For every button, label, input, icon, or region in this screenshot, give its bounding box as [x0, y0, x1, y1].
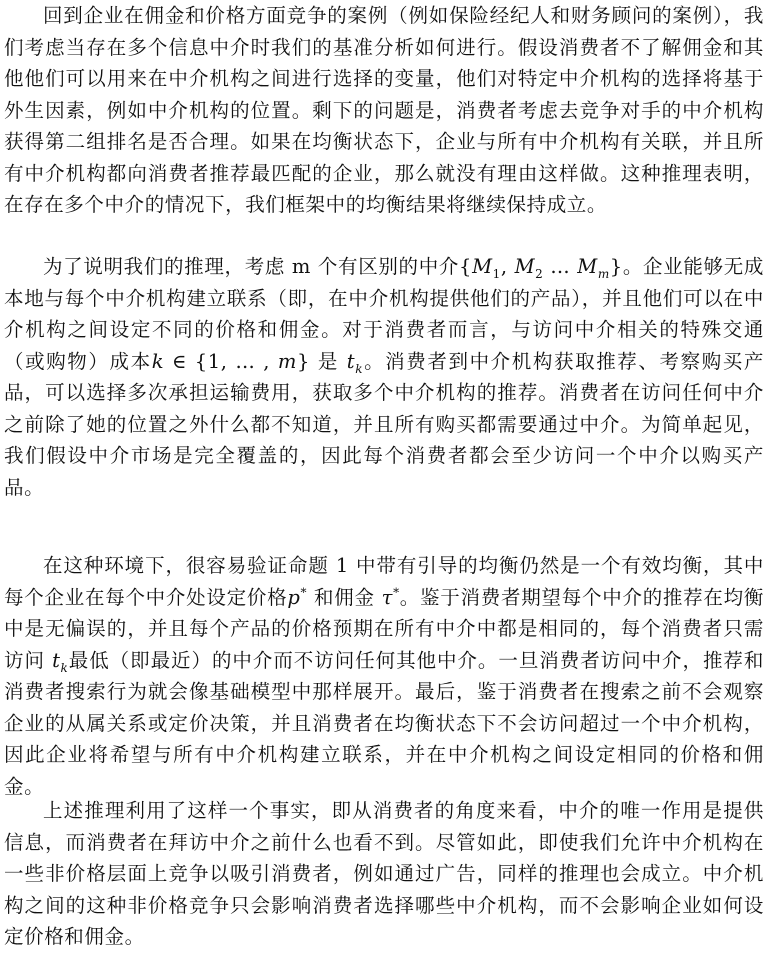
- paragraph-2: [4, 251, 764, 503]
- paragraph-1: 回到企业在佣金和价格方面竞争的案例（例如保险经纪人和财务顾问的案例），我们考虑当存在多个信息中介时我们的基准分析如何进行。假设消费者不了解佣金和其他他们可以用来在中介机构之间进行选择的变量，他们对特定中介机构的选择将基于外生因素，例如中介机构的位置。剩下的问题是，消费者考虑去竞争对手的中介机构获得第二组排名是否合理。如果在均衡状态下，企业与所有中介机构有关联，并且所有中介机构都向消费者推荐最匹配的企业，那么就没有理由这样做。这种推理表明，在存在多个中介的情况下，我们框架中的均衡结果将继续保持成立。: [4, 4, 764, 216]
- paragraph-3-text-b: 和佣金: [307, 585, 382, 609]
- paragraph-3: [4, 550, 764, 802]
- paragraph-3-text-c: 。鉴于消费者期望每个中介的推荐在均衡中是无偏误的，并且每个产品的价格预期在所有中介中都是相同的，每个消费者只需访问: [4, 585, 764, 672]
- intermediary-set-formula: {$M_1$, $M_2$ … $M_m$}: [459, 255, 623, 281]
- paragraph-2-text-c: 是: [310, 349, 347, 373]
- tau-star-formula: τ*: [381, 585, 400, 609]
- paragraph-3-text-a: 在这种环境下，很容易验证命题 1 中带有引导的均衡仍然是一个有效均衡，其中每个企业在每个中介处设定价格: [4, 554, 764, 609]
- paragraph-2-text-d: 。消费者到中介机构获取推荐、考察购买产品，可以选择多次承担运输费用，获取多个中介机构的推荐。消费者在访问任何中介之前除了她的位置之外什么都不知道，并且所有购买都需要通过中介。为简单起见，我们假设中介市场是完全覆盖的，因此每个消费者都会至少访问一个中介以购买产品。: [4, 349, 765, 499]
- k-range-formula: k ∈ {1, … , m}: [151, 349, 311, 373]
- paragraph-3-text-d: 最低（即最近）的中介而不访问任何其他中介。一旦消费者访问中介，推荐和消费者搜索行为就会像基础模型中那样展开。最后，鉴于消费者在搜索之前不会观察企业的从属关系或定价决策，并且消费者在均衡状态下不会访问超过一个中介机构，因此企业将希望与所有中介机构建立联系，并在中介机构之间设定相同的价格和佣金。: [4, 648, 764, 798]
- paragraph-2-text-b: 。企业能够无成本地与每个中介机构建立联系（即，在中介机构提供他们的产品），并且他们可以在中介机构之间设定不同的价格和佣金。对于消费者而言，与访问中介相关的特殊交通（或购物）成本: [4, 255, 764, 373]
- p-star-formula: p*: [287, 585, 308, 609]
- paragraph-2-text-a: 为了说明我们的推理，考虑 m 个有区别的中介: [43, 255, 460, 278]
- t-k-formula-2: $t_k$: [52, 648, 69, 675]
- paragraph-4: 上述推理利用了这样一个事实，即从消费者的角度来看，中介的唯一作用是提供信息，而消费者在拜访中介之前什么也看不到。尽管如此，即使我们允许中介机构在一些非价格层面上竞争以吸引消费者，例如通过广告，同样的推理也会成立。中介机构之间的这种非价格竞争只会影响消费者选择哪些中介机构，而不会影响企业如何设定价格和佣金。: [4, 799, 764, 948]
- t-k-formula: $t_k$: [346, 349, 364, 376]
